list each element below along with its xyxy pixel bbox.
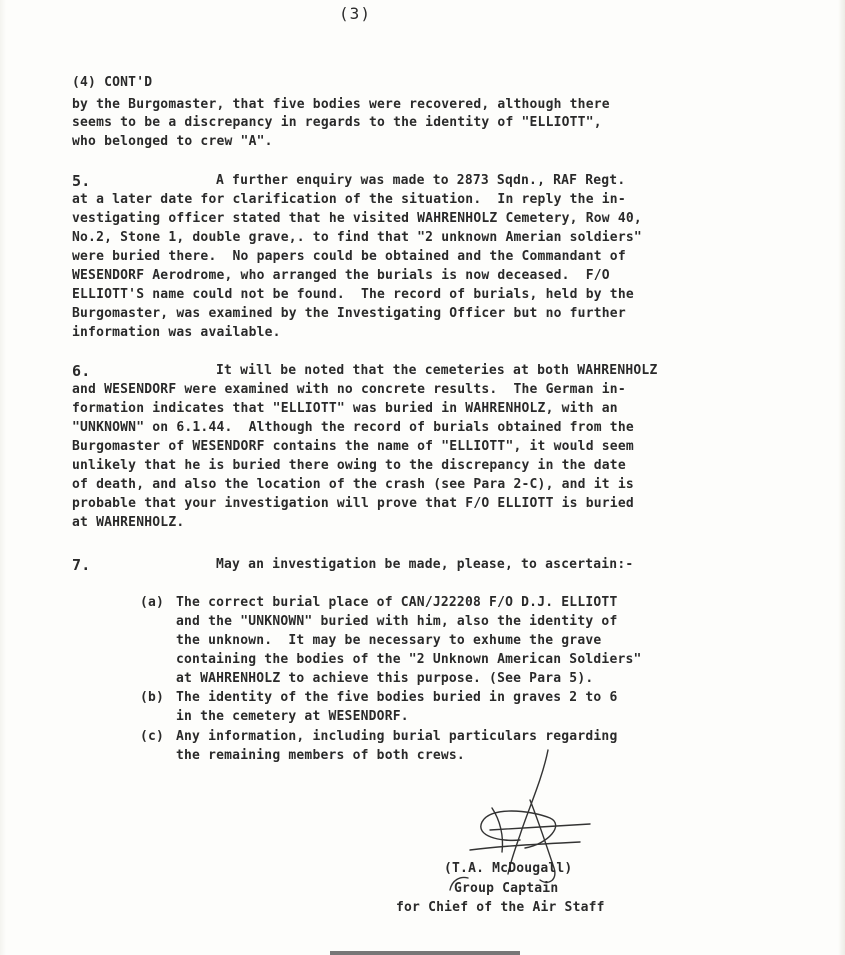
para-5-line: at a later date for clarification of the situation. In reply the in-: [72, 192, 626, 207]
para-5-line: A further enquiry was made to 2873 Sqdn., RAF Regt.: [216, 173, 626, 188]
para-7-item-line: the remaining members of both crews.: [176, 748, 465, 763]
section-4-line: by the Burgomaster, that five bodies were recovered, although there: [72, 97, 610, 112]
para-7-item-label: (c): [140, 729, 165, 744]
para-7-item-label: (b): [140, 690, 165, 705]
scan-edge-bar: [330, 951, 520, 955]
para-5-number: 5.: [72, 172, 91, 190]
para-6-number: 6.: [72, 362, 91, 380]
para-5-line: information was available.: [72, 325, 281, 340]
para-5-line: were buried there. No papers could be obtained and the Commandant of: [72, 249, 626, 264]
para-6-line: "UNKNOWN" on 6.1.44. Although the record of burials obtained from the: [72, 420, 634, 435]
para-7-item-line: at WAHRENHOLZ to achieve this purpose. (See Para 5).: [176, 671, 594, 686]
para-7-item-label: (a): [140, 595, 165, 610]
section-4-line: who belonged to crew "A".: [72, 134, 273, 149]
para-7-number: 7.: [72, 556, 91, 574]
section-4-heading: (4) CONT'D: [72, 75, 153, 90]
para-5-line: vestigating officer stated that he visited WAHRENHOLZ Cemetery, Row 40,: [72, 211, 642, 226]
para-5-line: No.2, Stone 1, double grave,. to find that "2 unknown Amerian soldiers": [72, 230, 642, 245]
para-6-line: Burgomaster of WESENDORF contains the name of "ELLIOTT", it would seem: [72, 439, 634, 454]
para-6-line: probable that your investigation will prove that F/O ELLIOTT is buried: [72, 496, 634, 511]
section-4-line: seems to be a discrepancy in regards to the identity of "ELLIOTT",: [72, 115, 602, 130]
para-6-line: It will be noted that the cemeteries at both WAHRENHOLZ: [216, 363, 658, 378]
para-7-item-line: in the cemetery at WESENDORF.: [176, 709, 409, 724]
signatory-for-line: for Chief of the Air Staff: [396, 900, 605, 915]
para-7-item-line: containing the bodies of the "2 Unknown American Soldiers": [176, 652, 642, 667]
para-5-line: Burgomaster, was examined by the Investigating Officer but no further: [72, 306, 626, 321]
page-number: (3): [339, 4, 371, 23]
para-7-item-line: The correct burial place of CAN/J22208 F/O D.J. ELLIOTT: [176, 595, 618, 610]
signatory-name: (T.A. McDougall): [444, 861, 573, 876]
para-6-line: and WESENDORF were examined with no concrete results. The German in-: [72, 382, 626, 397]
para-6-line: formation indicates that "ELLIOTT" was buried in WAHRENHOLZ, with an: [72, 401, 618, 416]
signatory-rank: Group Captain: [454, 881, 559, 896]
para-7-item-line: The identity of the five bodies buried in graves 2 to 6: [176, 690, 618, 705]
para-7-item-line: Any information, including burial particulars regarding: [176, 729, 618, 744]
para-6-line: at WAHRENHOLZ.: [72, 515, 185, 530]
para-5-line: ELLIOTT'S name could not be found. The record of burials, held by the: [72, 287, 634, 302]
para-7-intro: May an investigation be made, please, to ascertain:-: [216, 557, 634, 572]
para-7-item-line: and the "UNKNOWN" buried with him, also the identity of: [176, 614, 618, 629]
para-6-line: unlikely that he is buried there owing to the discrepancy in the date: [72, 458, 626, 473]
para-5-line: WESENDORF Aerodrome, who arranged the burials is now deceased. F/O: [72, 268, 610, 283]
para-6-line: of death, and also the location of the crash (see Para 2-C), and it is: [72, 477, 634, 492]
para-7-item-line: the unknown. It may be necessary to exhume the grave: [176, 633, 602, 648]
